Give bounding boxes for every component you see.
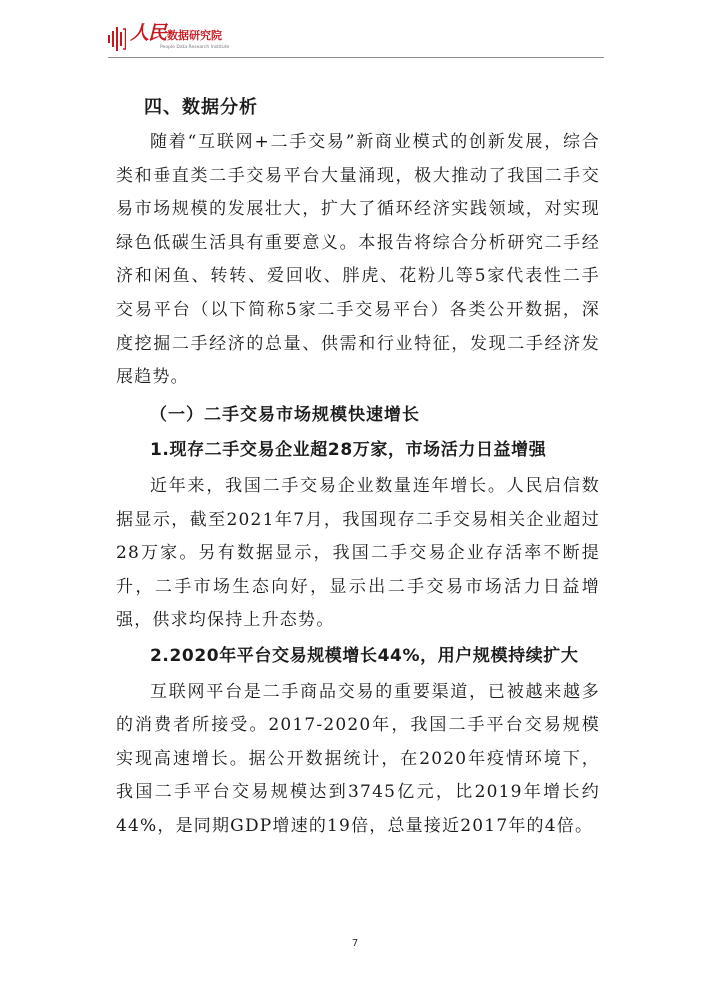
page-content: [116, 94, 600, 843]
point1-paragraph: 近年来，我国二手交易企业数量连年增长。人民启信数据显示，截至2021年7月，我国现存二手交易相关企业超过28万家。另有数据显示，我国二手交易企业存活率不断提升，二手市场生态向好，显示出二手交易市场活力日益增强，供求均保持上升态势。: [116, 475, 600, 631]
section-title: 四、数据分析: [144, 97, 258, 118]
logo: [108, 24, 229, 56]
point2-title: 2.2020年平台交易规模增长44%，用户规模持续扩大: [150, 645, 579, 666]
logo-org-name: 数据研究院: [167, 29, 223, 42]
point2-paragraph: 互联网平台是二手商品交易的重要渠道，已被越来越多的消费者所接受。2017-2020年，我国二手平台交易规模实现高速增长。据公开数据统计，在2020年疫情环境下，我国二手平台交易规模达到3745亿元，比2019年增长约44%，是同期GDP增速的19倍，总量接近2017年的4倍。: [116, 681, 600, 836]
logo-mark: 人民: [130, 22, 167, 44]
page-header: [108, 24, 608, 60]
intro-paragraph: 随着“互联网+二手交易”新商业模式的创新发展，综合类和垂直类二手交易平台大量涌现，极大推动了我国二手交易市场规模的发展壮大，扩大了循环经济实践领域，对实现绿色低碳生活具有重要意义。本报告将综合分析研究二手经济和闲鱼、转转、爱回收、胖虎、花粉儿等5家代表性二手交易平台（以下简称5家二手交易平台）各类公开数据，深度挖掘二手经济的总量、供需和行业特征，发现二手经济发展趋势。: [116, 132, 600, 388]
logo-text: [130, 24, 229, 50]
subsection-title: （一）二手交易市场规模快速增长: [150, 404, 420, 425]
logo-subtitle: People Data Research Institute: [160, 45, 230, 50]
header-divider: [108, 57, 604, 58]
page-number: 7: [351, 938, 359, 949]
point1-title: 1.现存二手交易企业超28万家，市场活力日益增强: [150, 440, 547, 461]
sound-wave-logo-icon: [108, 26, 126, 52]
